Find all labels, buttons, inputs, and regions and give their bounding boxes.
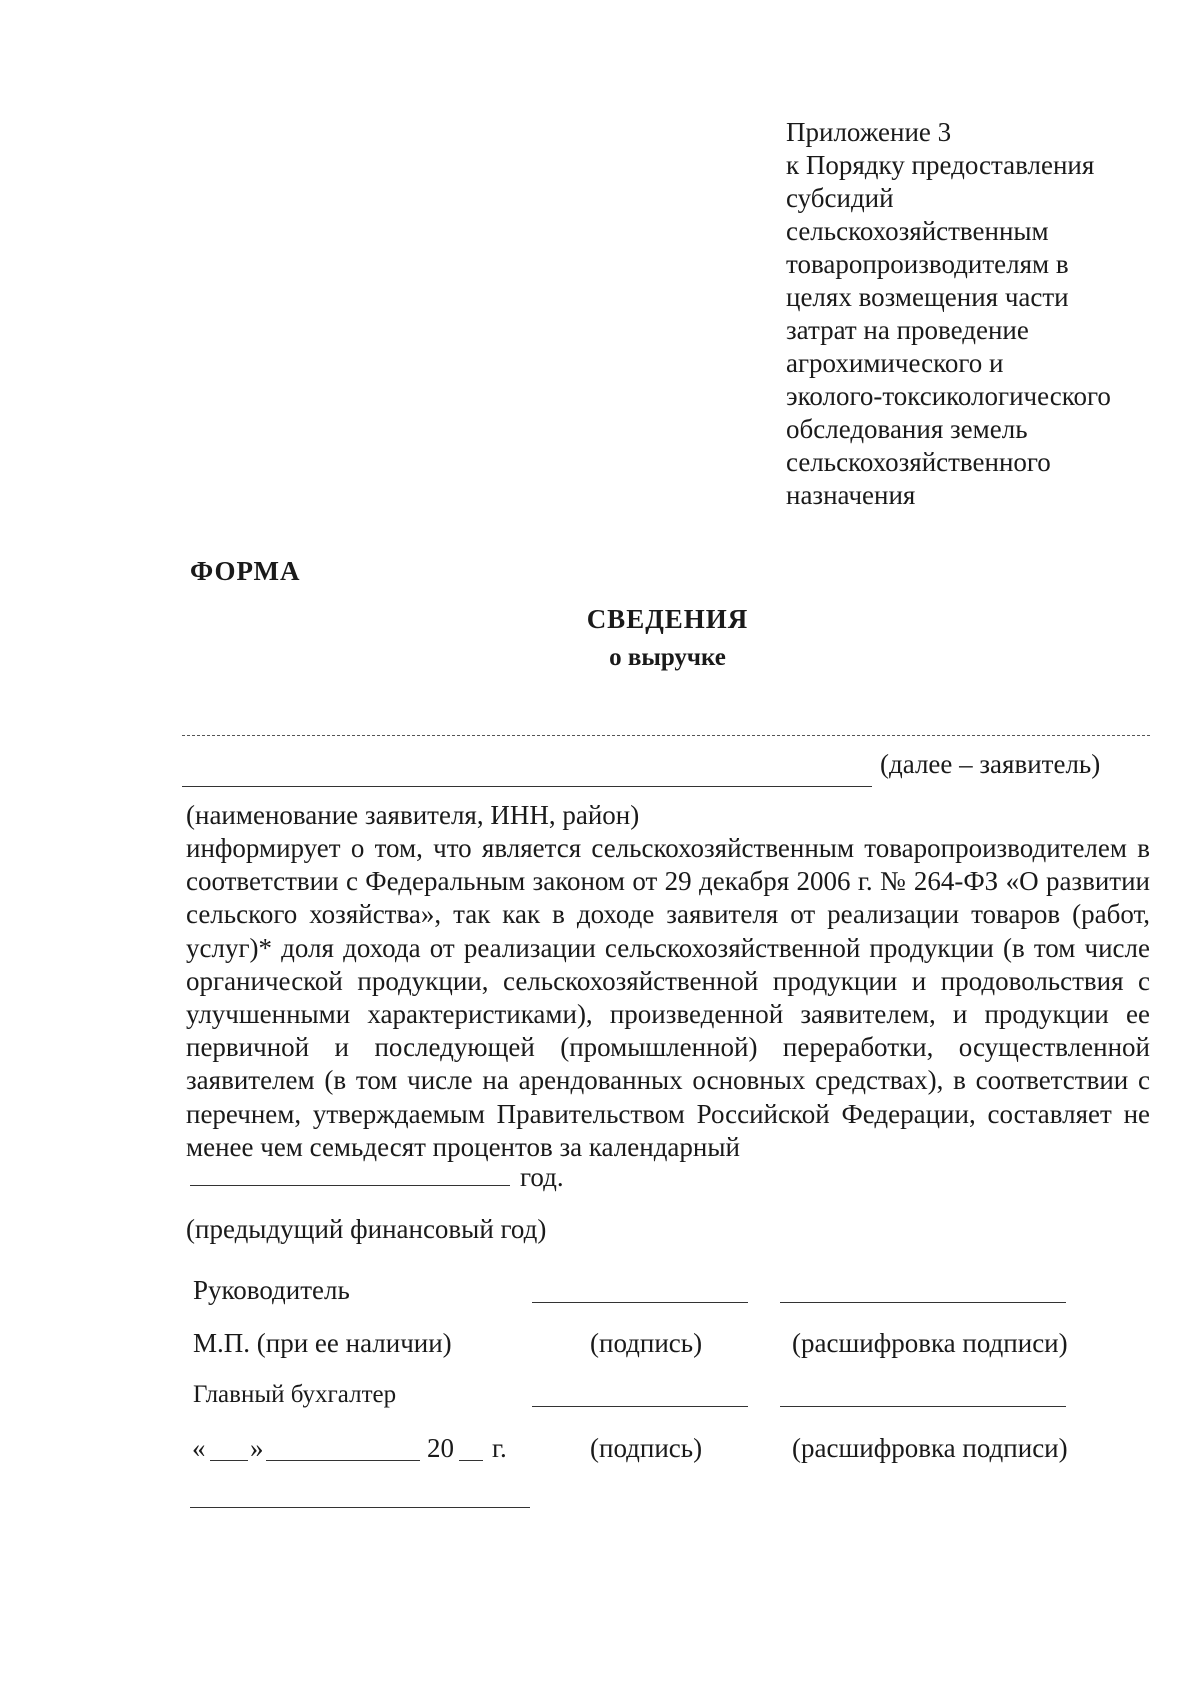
applicant-caption: (наименование заявителя, ИНН, район) xyxy=(186,800,640,830)
form-label: ФОРМА xyxy=(190,556,301,586)
date-year-prefix: 20 xyxy=(427,1433,454,1463)
appendix-line: сельскохозяйственным xyxy=(786,216,1049,246)
appendix-line: агрохимического и xyxy=(786,348,1004,378)
applicant-name-line-2[interactable] xyxy=(182,786,872,787)
chief-accountant-label: Главный бухгалтер xyxy=(193,1381,397,1408)
year-input-line[interactable] xyxy=(190,1185,510,1186)
head-signature-line[interactable] xyxy=(532,1302,748,1303)
appendix-line: эколого-токсикологического xyxy=(786,381,1111,411)
body-text: информирует о том, что является сельскохозяйственным товаропроизводителем в соответствии с Федеральным законом от 29 декабря 2006 г. № 264-ФЗ «О развитии сельского хозяйства», так как в доходе заявителя от реализации товаров (работ, услуг)* доля дохода от реализации сельскохозяйственной продукции (в том числе органической продукции, сельскохозяйственной продукции и продовольствия с улучшенными характеристиками), произведенной заявителем, и продукции ее первичной и последующей (промышленной) переработки, осуществленной заявителем (в том числе на арендованных основных средствах), в соответствии с перечнем, утверждаемым Правительством Российской Федерации, составляет не менее чем семьдесят процентов за календарный xyxy=(186,833,1150,1162)
document-title: СВЕДЕНИЯ xyxy=(586,604,749,634)
seal-label: М.П. (при ее наличии) xyxy=(193,1328,452,1358)
year-caption: (предыдущий финансовый год) xyxy=(186,1214,547,1244)
appendix-line: к Порядку предоставления xyxy=(786,150,1095,180)
appendix-line: субсидий xyxy=(786,183,894,213)
applicant-name-line-1[interactable] xyxy=(182,735,1150,736)
appendix-line: товаропроизводителям в xyxy=(786,249,1069,279)
applicant-suffix: (далее – заявитель) xyxy=(880,749,1101,779)
head-signature-caption: (подпись) xyxy=(590,1328,703,1358)
accountant-signature-caption: (подпись) xyxy=(590,1433,703,1463)
appendix-line: обследования земель xyxy=(786,414,1028,444)
date-close-quote: » xyxy=(250,1433,264,1463)
date-open-quote: « xyxy=(192,1433,206,1463)
appendix-header xyxy=(786,116,1166,512)
head-decoding-caption: (расшифровка подписи) xyxy=(792,1328,1068,1358)
appendix-line: Приложение 3 xyxy=(786,117,952,147)
bottom-blank-line[interactable] xyxy=(190,1507,530,1508)
document-subtitle: о выручке xyxy=(609,644,726,671)
head-label: Руководитель xyxy=(193,1275,350,1305)
date-day-line[interactable] xyxy=(210,1460,248,1461)
accountant-decoding-line[interactable] xyxy=(780,1406,1066,1407)
appendix-line: назначения xyxy=(786,480,916,510)
head-decoding-line[interactable] xyxy=(780,1302,1066,1303)
date-month-line[interactable] xyxy=(266,1460,420,1461)
accountant-signature-line[interactable] xyxy=(532,1406,748,1407)
date-year-line[interactable] xyxy=(459,1460,483,1461)
appendix-line: сельскохозяйственного xyxy=(786,447,1051,477)
date-year-suffix: г. xyxy=(492,1433,507,1463)
appendix-line: затрат на проведение xyxy=(786,315,1029,345)
body-paragraph xyxy=(186,832,1150,1164)
appendix-line: целях возмещения части xyxy=(786,282,1069,312)
accountant-decoding-caption: (расшифровка подписи) xyxy=(792,1433,1068,1463)
year-suffix: год. xyxy=(520,1162,564,1192)
